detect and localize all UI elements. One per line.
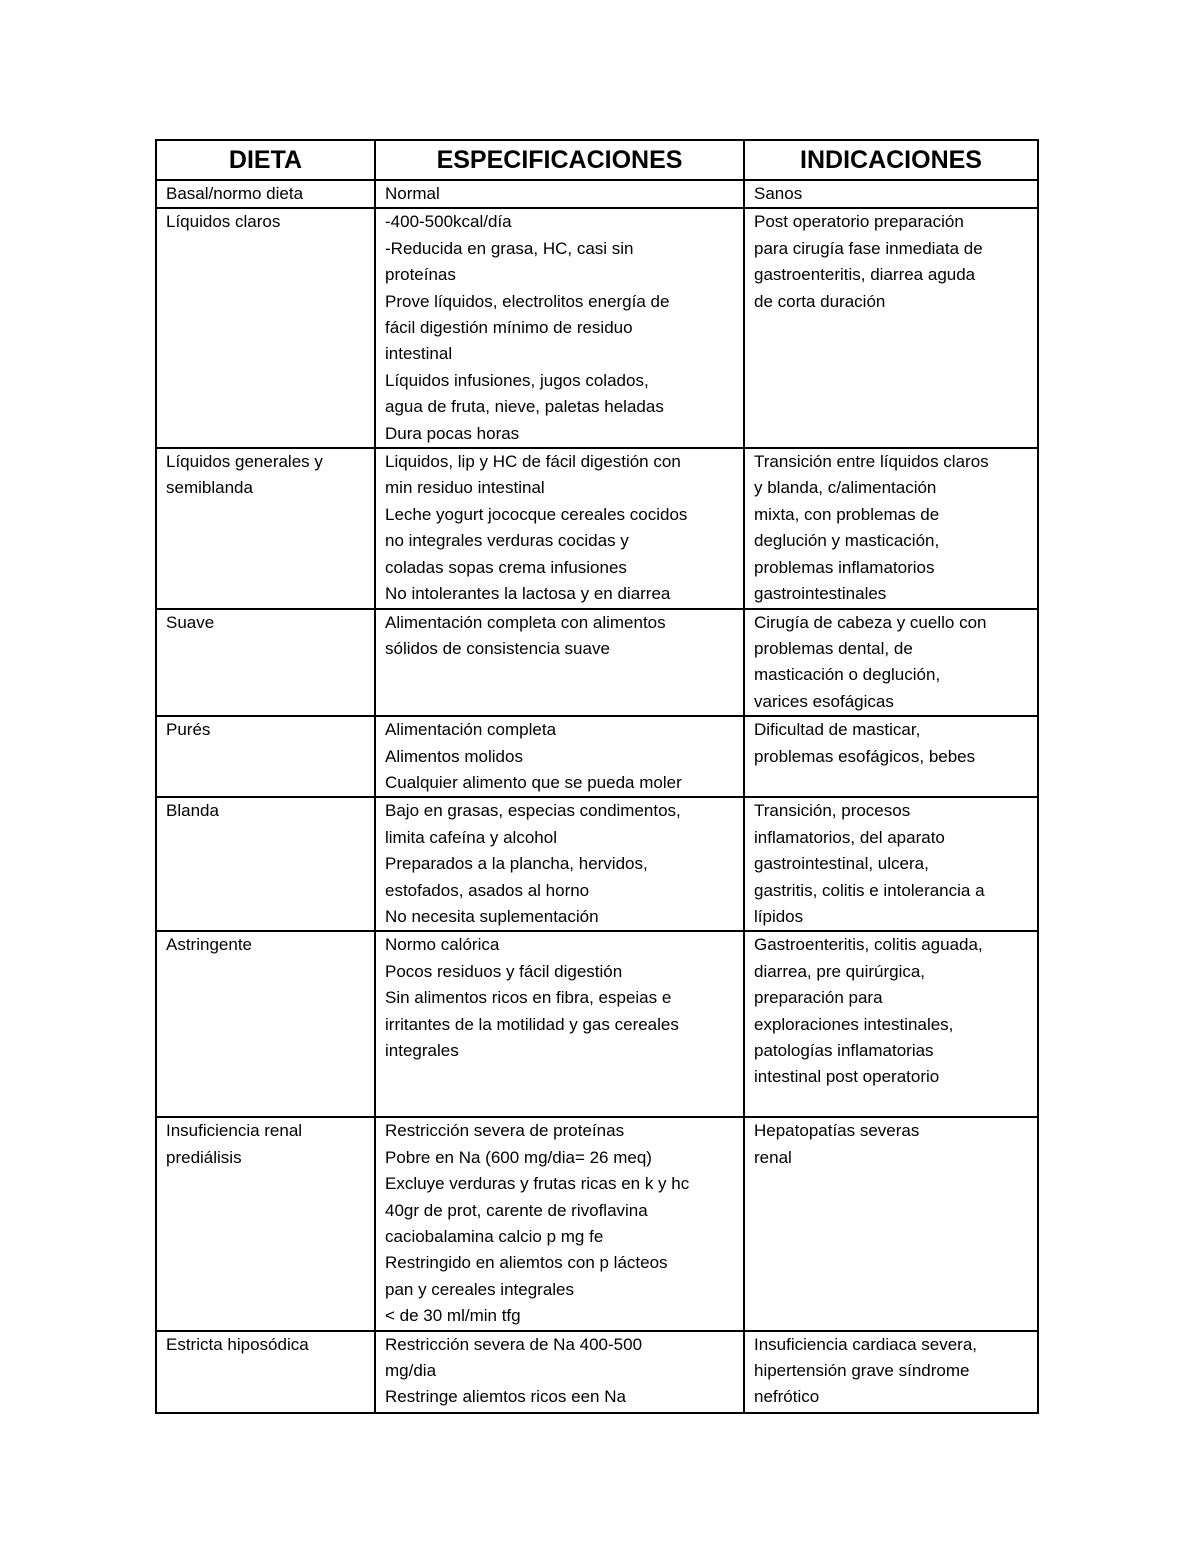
especificaciones-text bbox=[385, 209, 737, 447]
header-indicaciones: INDICACIONES bbox=[744, 140, 1038, 180]
dieta-line: Purés bbox=[166, 720, 211, 740]
header-dieta: DIETA bbox=[156, 140, 375, 180]
especificaciones-line: Normal bbox=[385, 184, 440, 203]
especificaciones-text bbox=[385, 610, 737, 663]
especificaciones-line: Excluye verduras y frutas ricas en k y hc bbox=[385, 1174, 690, 1194]
table-row bbox=[156, 1331, 1038, 1413]
cell-especificaciones bbox=[375, 931, 744, 1117]
especificaciones-text bbox=[385, 1332, 737, 1411]
especificaciones-line: no integrales verduras cocidas y bbox=[385, 531, 629, 551]
indicaciones-text bbox=[754, 932, 1031, 1090]
especificaciones-text bbox=[385, 449, 737, 607]
especificaciones-line: Prove líquidos, electrolitos energía de bbox=[385, 291, 670, 311]
cell-indicaciones bbox=[744, 716, 1038, 797]
table-row bbox=[156, 716, 1038, 797]
dieta-text bbox=[166, 932, 368, 958]
cell-dieta bbox=[156, 716, 375, 797]
especificaciones-line: Normo calórica bbox=[385, 935, 500, 955]
especificaciones-line: integrales bbox=[385, 1041, 459, 1060]
especificaciones-line: Alimentación completa con alimentos bbox=[385, 612, 666, 632]
dieta-line: prediálisis bbox=[166, 1147, 242, 1167]
indicaciones-text bbox=[754, 1118, 1031, 1171]
table-row bbox=[156, 931, 1038, 1117]
cell-dieta bbox=[156, 797, 375, 931]
cell-especificaciones bbox=[375, 716, 744, 797]
indicaciones-line: masticación o deglución, bbox=[754, 665, 941, 685]
indicaciones-line: gastrointestinales bbox=[754, 584, 887, 604]
indicaciones-line: Post operatorio preparación bbox=[754, 212, 964, 232]
cell-especificaciones bbox=[375, 1117, 744, 1330]
dieta-text bbox=[166, 798, 368, 824]
especificaciones-line: Alimentos molidos bbox=[385, 746, 523, 766]
especificaciones-line: Restringe aliemtos ricos een Na bbox=[385, 1387, 626, 1407]
especificaciones-text bbox=[385, 181, 737, 207]
indicaciones-line: varices esofágicas bbox=[754, 691, 894, 711]
especificaciones-line: -Reducida en grasa, HC, casi sin bbox=[385, 238, 634, 258]
especificaciones-line: Restricción severa de Na 400-500 bbox=[385, 1334, 643, 1354]
dieta-text bbox=[166, 1332, 368, 1358]
especificaciones-line: Dura pocas horas bbox=[385, 423, 520, 443]
dieta-line: semiblanda bbox=[166, 478, 253, 498]
especificaciones-text bbox=[385, 932, 737, 1064]
dieta-text bbox=[166, 181, 368, 207]
indicaciones-line: preparación para bbox=[754, 988, 883, 1008]
indicaciones-line: Insuficiencia cardiaca severa, bbox=[754, 1334, 978, 1354]
cell-especificaciones bbox=[375, 208, 744, 448]
cell-especificaciones bbox=[375, 1331, 744, 1413]
especificaciones-line: Pobre en Na (600 mg/dia= 26 meq) bbox=[385, 1147, 652, 1167]
dieta-text bbox=[166, 449, 368, 502]
especificaciones-text bbox=[385, 717, 737, 796]
cell-dieta bbox=[156, 1331, 375, 1413]
cell-indicaciones bbox=[744, 180, 1038, 208]
cell-especificaciones bbox=[375, 609, 744, 717]
especificaciones-line: Bajo en grasas, especias condimentos, bbox=[385, 801, 681, 821]
indicaciones-line: hipertensión grave síndrome bbox=[754, 1361, 970, 1381]
cell-dieta bbox=[156, 448, 375, 608]
especificaciones-line: min residuo intestinal bbox=[385, 478, 545, 498]
cell-especificaciones bbox=[375, 180, 744, 208]
especificaciones-line: estofados, asados al horno bbox=[385, 880, 590, 900]
cell-indicaciones bbox=[744, 609, 1038, 717]
cell-indicaciones bbox=[744, 448, 1038, 608]
indicaciones-line: renal bbox=[754, 1147, 792, 1167]
indicaciones-line: gastroenteritis, diarrea aguda bbox=[754, 265, 976, 285]
header-row bbox=[156, 140, 1038, 180]
dieta-line: Basal/normo dieta bbox=[166, 184, 304, 203]
cell-especificaciones bbox=[375, 448, 744, 608]
cell-dieta bbox=[156, 609, 375, 717]
cell-dieta bbox=[156, 180, 375, 208]
diet-table bbox=[155, 139, 1039, 1414]
especificaciones-line: 40gr de prot, carente de rivoflavina bbox=[385, 1200, 648, 1220]
especificaciones-text bbox=[385, 798, 737, 930]
indicaciones-text bbox=[754, 1332, 1031, 1411]
especificaciones-line: intestinal bbox=[385, 344, 453, 364]
especificaciones-line: coladas sopas crema infusiones bbox=[385, 557, 627, 577]
especificaciones-line: -400-500kcal/día bbox=[385, 212, 512, 232]
cell-indicaciones bbox=[744, 797, 1038, 931]
especificaciones-text bbox=[385, 1118, 737, 1329]
indicaciones-text bbox=[754, 209, 1031, 315]
dieta-text bbox=[166, 717, 368, 743]
especificaciones-line: pan y cereales integrales bbox=[385, 1279, 575, 1299]
indicaciones-line: deglución y masticación, bbox=[754, 531, 940, 551]
indicaciones-line: Transición, procesos bbox=[754, 801, 911, 821]
indicaciones-line: problemas dental, de bbox=[754, 638, 913, 658]
cell-especificaciones bbox=[375, 797, 744, 931]
dieta-line: Estricta hiposódica bbox=[166, 1334, 309, 1354]
dieta-line: Líquidos generales y bbox=[166, 452, 323, 472]
especificaciones-line: caciobalamina calcio p mg fe bbox=[385, 1227, 604, 1246]
table-body bbox=[156, 180, 1038, 1413]
indicaciones-line: para cirugía fase inmediata de bbox=[754, 238, 983, 258]
indicaciones-line: y blanda, c/alimentación bbox=[754, 478, 937, 498]
table-row bbox=[156, 448, 1038, 608]
especificaciones-line: Leche yogurt jococque cereales cocidos bbox=[385, 504, 688, 524]
especificaciones-line: Preparados a la plancha, hervidos, bbox=[385, 854, 648, 874]
indicaciones-text bbox=[754, 181, 1031, 207]
especificaciones-line: Pocos residuos y fácil digestión bbox=[385, 961, 623, 981]
especificaciones-line: Restricción severa de proteínas bbox=[385, 1121, 625, 1141]
dieta-line: Blanda bbox=[166, 801, 219, 821]
table-header bbox=[156, 140, 1038, 180]
indicaciones-line: problemas esofágicos, bebes bbox=[754, 746, 976, 766]
especificaciones-line: Sin alimentos ricos en fibra, espeias e bbox=[385, 988, 672, 1008]
especificaciones-line: fácil digestión mínimo de residuo bbox=[385, 318, 633, 338]
dieta-text bbox=[166, 209, 368, 235]
especificaciones-line: sólidos de consistencia suave bbox=[385, 638, 610, 658]
indicaciones-text bbox=[754, 610, 1031, 716]
cell-indicaciones bbox=[744, 931, 1038, 1117]
header-especificaciones: ESPECIFICACIONES bbox=[375, 140, 744, 180]
indicaciones-line: Hepatopatías severas bbox=[754, 1121, 920, 1141]
especificaciones-line: Liquidos, lip y HC de fácil digestión con bbox=[385, 452, 681, 472]
dieta-text bbox=[166, 1118, 368, 1171]
indicaciones-line: patologías inflamatorias bbox=[754, 1041, 934, 1060]
indicaciones-line: Gastroenteritis, colitis aguada, bbox=[754, 935, 983, 955]
indicaciones-line: gastritis, colitis e intolerancia a bbox=[754, 880, 985, 900]
table-row bbox=[156, 609, 1038, 717]
table-row bbox=[156, 797, 1038, 931]
especificaciones-line: < de 30 ml/min tfg bbox=[385, 1306, 521, 1326]
cell-dieta bbox=[156, 208, 375, 448]
especificaciones-line: mg/dia bbox=[385, 1361, 437, 1381]
cell-indicaciones bbox=[744, 1117, 1038, 1330]
indicaciones-line: inflamatorios, del aparato bbox=[754, 827, 945, 847]
especificaciones-line: Cualquier alimento que se pueda moler bbox=[385, 772, 682, 792]
table-row bbox=[156, 208, 1038, 448]
table-row bbox=[156, 180, 1038, 208]
especificaciones-line: Líquidos infusiones, jugos colados, bbox=[385, 370, 649, 390]
cell-indicaciones bbox=[744, 208, 1038, 448]
especificaciones-line: Alimentación completa bbox=[385, 720, 557, 740]
indicaciones-text bbox=[754, 717, 1031, 770]
indicaciones-text bbox=[754, 449, 1031, 607]
indicaciones-line: nefrótico bbox=[754, 1387, 820, 1407]
indicaciones-line: intestinal post operatorio bbox=[754, 1067, 940, 1087]
indicaciones-line: problemas inflamatorios bbox=[754, 557, 935, 577]
indicaciones-line: Cirugía de cabeza y cuello con bbox=[754, 612, 987, 632]
indicaciones-line: Transición entre líquidos claros bbox=[754, 452, 989, 472]
dieta-line: Insuficiencia renal bbox=[166, 1121, 303, 1141]
indicaciones-line: lípidos bbox=[754, 906, 804, 926]
especificaciones-line: irritantes de la motilidad y gas cereales bbox=[385, 1014, 679, 1034]
especificaciones-line: No necesita suplementación bbox=[385, 906, 599, 926]
indicaciones-line: mixta, con problemas de bbox=[754, 504, 940, 524]
indicaciones-text bbox=[754, 798, 1031, 930]
especificaciones-line: agua de fruta, nieve, paletas heladas bbox=[385, 397, 664, 417]
cell-dieta bbox=[156, 931, 375, 1117]
dieta-line: Suave bbox=[166, 612, 215, 632]
indicaciones-line: diarrea, pre quirúrgica, bbox=[754, 961, 926, 981]
especificaciones-line: No intolerantes la lactosa y en diarrea bbox=[385, 584, 671, 604]
especificaciones-line: Restringido en aliemtos con p lácteos bbox=[385, 1253, 668, 1273]
especificaciones-line: limita cafeína y alcohol bbox=[385, 827, 557, 847]
indicaciones-line: Dificultad de masticar, bbox=[754, 720, 921, 740]
indicaciones-line: de corta duración bbox=[754, 291, 886, 311]
dieta-text bbox=[166, 610, 368, 636]
indicaciones-line: gastrointestinal, ulcera, bbox=[754, 854, 929, 874]
dieta-line: Astringente bbox=[166, 935, 252, 955]
indicaciones-line: exploraciones intestinales, bbox=[754, 1014, 954, 1034]
table-row bbox=[156, 1117, 1038, 1330]
dieta-line: Líquidos claros bbox=[166, 212, 281, 232]
especificaciones-line: proteínas bbox=[385, 265, 456, 285]
indicaciones-line: Sanos bbox=[754, 184, 803, 203]
cell-indicaciones bbox=[744, 1331, 1038, 1413]
cell-dieta bbox=[156, 1117, 375, 1330]
